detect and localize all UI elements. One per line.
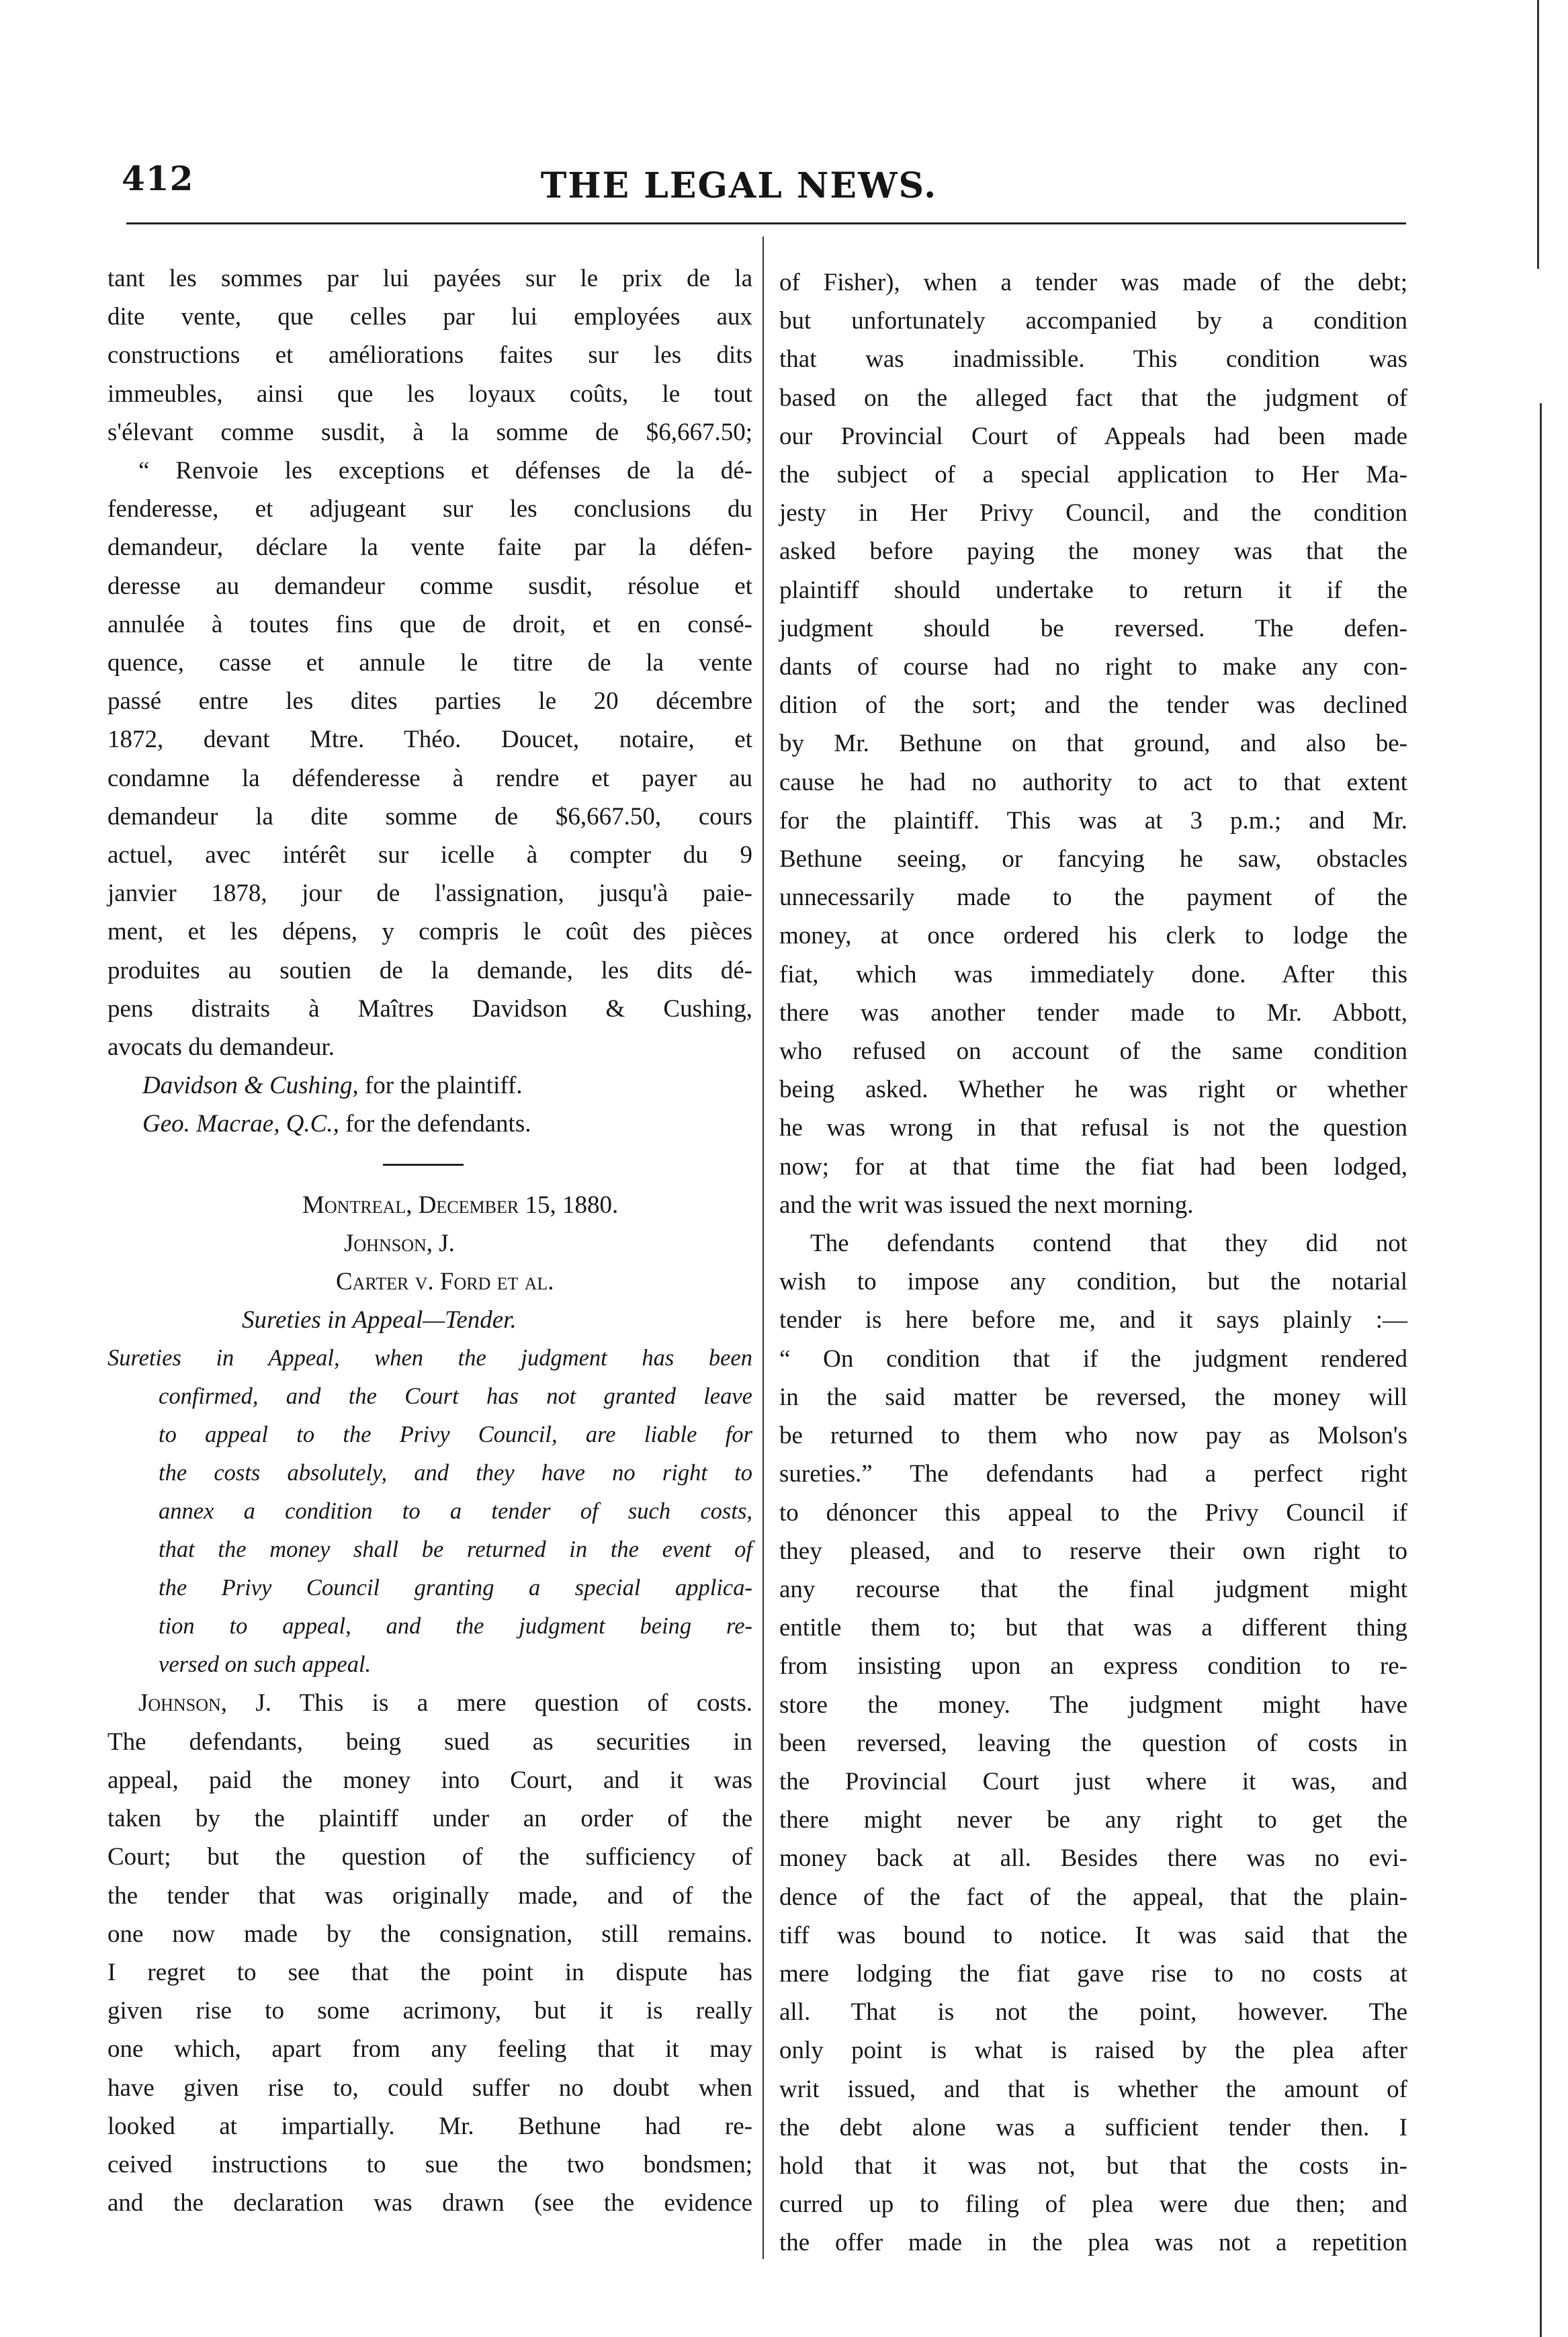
scan-edge-line: [1537, 0, 1539, 269]
text-line: taken by the plaintiff under an order of the: [107, 1805, 752, 1833]
text-line: money back at all. Besides there was no evi-: [779, 1844, 1407, 1873]
text-line: annulée à toutes fins que de droit, et en consé-: [107, 610, 752, 638]
text-line: based on the alleged fact that the judgment of: [779, 384, 1407, 412]
text-line: condamne la défenderesse à rendre et payer au: [107, 764, 752, 792]
text-line: fenderesse, et adjugeant sur les conclusions du: [107, 495, 752, 523]
text-line: janvier 1878, jour de l'assignation, jusqu'à paie-: [107, 880, 752, 908]
text-line: avocats du demandeur.: [107, 1033, 335, 1062]
headnote-line: to appeal to the Privy Council, are liable for: [159, 1422, 752, 1448]
text-line: pens distraits à Maîtres Davidson & Cushing,: [107, 994, 752, 1023]
text-line: jesty in Her Privy Council, and the condition: [779, 499, 1407, 527]
text-line: looked at impartially. Mr. Bethune had re-: [107, 2112, 752, 2140]
text-line: passé entre les dites parties le 20 décembre: [107, 687, 752, 716]
text-line: now; for at that time the fiat had been lodged,: [779, 1152, 1407, 1181]
text-line: immeubles, ainsi que les loyaux coûts, le tout: [107, 380, 752, 408]
headnote-line: Sureties in Appeal, when the judgment has been: [107, 1345, 752, 1371]
counsel-defendant-role: for the defendants.: [339, 1110, 531, 1138]
text-line: demandeur, déclare la vente faite par la défen-: [107, 534, 752, 562]
text-line: unnecessarily made to the payment of the: [779, 884, 1407, 912]
text-line: have given rise to, could suffer no doubt when: [107, 2074, 752, 2102]
text-line: appeal, paid the money into Court, and it was: [107, 1766, 752, 1794]
text-line: to dénoncer this appeal to the Privy Council if: [779, 1498, 1407, 1527]
counsel-defendant-names: Geo. Macrae, Q.C.,: [142, 1110, 339, 1138]
text-line: 1872, devant Mtre. Théo. Doucet, notaire, et: [107, 726, 752, 754]
text-line: I regret to see that the point in dispute has: [107, 1958, 752, 1986]
text-line: mere lodging the fiat gave rise to no costs at: [779, 1959, 1407, 1988]
opinion-text: [107, 1723, 752, 2223]
text-line: curred up to filing of plea were due then; and: [779, 2191, 1407, 2219]
text-line: The defendants, being sued as securities in: [107, 1728, 752, 1756]
headnote-line: the costs absolutely, and they have no right to: [159, 1460, 752, 1486]
text-line: the offer made in the plea was not a repetition: [779, 2229, 1407, 2257]
opinion-continued-para-2: [779, 1224, 1407, 2262]
text-line: dants of course had no right to make any con-: [779, 653, 1407, 681]
counsel-defendant: [107, 1105, 752, 1143]
text-line: wish to impose any condition, but the notarial: [779, 1268, 1407, 1296]
text-line: hold that it was not, but that the costs in-: [779, 2152, 1407, 2180]
text-line: “ On condition that if the judgment rendered: [779, 1345, 1407, 1373]
text-line: in the said matter be reversed, the money will: [779, 1383, 1407, 1411]
header-rule: [126, 222, 1406, 224]
text-line: the Provincial Court just where it was, and: [779, 1767, 1407, 1795]
text-line: one now made by the consignation, still remains.: [107, 1920, 752, 1948]
text-line: dite vente, que celles par lui employées aux: [107, 303, 752, 331]
text-line: the subject of a special application to Her Ma-: [779, 461, 1407, 489]
text-line: but unfortunately accompanied by a condition: [779, 307, 1407, 335]
text-line: there was another tender made to Mr. Abbott,: [779, 998, 1407, 1027]
text-line: store the money. The judgment might have: [779, 1691, 1407, 1719]
text-line: s'élevant comme susdit, à la somme de $6,667.50;: [107, 418, 752, 446]
text-line: and the writ was issued the next morning.: [779, 1191, 1194, 1219]
headnote-line: versed on such appeal.: [159, 1652, 372, 1678]
headnote-line: confirmed, and the Court has not granted leave: [159, 1384, 752, 1410]
text-line: been reversed, leaving the question of costs in: [779, 1729, 1407, 1757]
text-line: be returned to them who now pay as Molson's: [779, 1422, 1407, 1450]
page-number: 412: [122, 159, 194, 198]
section-rule: [383, 1164, 464, 1166]
headnote-line: the Privy Council granting a special applica-: [159, 1575, 752, 1601]
text-line: being asked. Whether he was right or whether: [779, 1076, 1407, 1104]
text-line: plaintiff should undertake to return it if the: [779, 576, 1407, 604]
text-line: entitle them to; but that was a different thing: [779, 1614, 1407, 1642]
opinion-first-line: [107, 1684, 752, 1722]
running-head: THE LEGAL NEWS.: [540, 165, 938, 206]
text-line: quence, casse et annule le titre de la vente: [107, 649, 752, 677]
text-line: that was inadmissible. This condition was: [779, 345, 1407, 374]
text-line: for the plaintiff. This was at 3 p.m.; and Mr.: [779, 806, 1407, 835]
text-line: and the declaration was drawn (see the evidence: [107, 2189, 752, 2217]
text-line: Court; but the question of the sufficiency of: [107, 1843, 752, 1871]
text-line: tant les sommes par lui payées sur le prix de la: [107, 265, 752, 292]
text-line: deresse au demandeur comme susdit, résolue et: [107, 572, 752, 600]
text-line: money, at once ordered his clerk to lodge the: [779, 922, 1407, 950]
text-line: demandeur la dite somme de $6,667.50, cours: [107, 802, 752, 831]
text-line: cause he had no authority to act to that extent: [779, 768, 1407, 796]
text-line: The defendants contend that they did not: [810, 1230, 1407, 1258]
text-line: dition of the sort; and the tender was declined: [779, 691, 1407, 720]
opinion-first-text: This is a mere question of costs.: [271, 1689, 752, 1717]
text-line: there might never be any right to get the: [779, 1806, 1407, 1834]
text-line: he was wrong in that refusal is not the question: [779, 1114, 1407, 1142]
headnote-line: that the money shall be returned in the event of: [159, 1537, 752, 1563]
text-line: only point is what is raised by the plea after: [779, 2037, 1407, 2065]
counsel-plaintiff: [107, 1066, 752, 1105]
text-line: given rise to some acrimony, but it is really: [107, 1997, 752, 2025]
text-line: any recourse that the final judgment might: [779, 1575, 1407, 1603]
text-line: by Mr. Bethune on that ground, and also be-: [779, 730, 1407, 758]
text-line: tender is here before me, and it says plainly :—: [779, 1306, 1407, 1334]
text-line: all. That is not the point, however. The: [779, 1998, 1407, 2027]
text-line: ment, et les dépens, y compris le coût des pièces: [107, 918, 752, 946]
opinion-continued-para-1: [779, 263, 1407, 1224]
text-line: one which, apart from any feeling that it may: [107, 2035, 752, 2064]
text-line: from insisting upon an express condition to re-: [779, 1652, 1407, 1681]
text-line: the debt alone was a sufficient tender then. I: [779, 2113, 1407, 2141]
text-line: dence of the fact of the appeal, that the plain-: [779, 1883, 1407, 1911]
text-line: actuel, avec intérêt sur icelle à compter du 9: [107, 841, 752, 869]
text-line: of Fisher), when a tender was made of the debt;: [779, 269, 1407, 296]
text-line: asked before paying the money was that the: [779, 538, 1407, 566]
text-line: writ issued, and that is whether the amount of: [779, 2075, 1407, 2103]
headnote: [107, 1339, 752, 1684]
text-line: the tender that was originally made, and of the: [107, 1881, 752, 1910]
place-date: Montreal, December 15, 1880.: [302, 1191, 619, 1219]
text-line: tiff was bound to notice. It was said that the: [779, 1921, 1407, 1949]
headnote-line: tion to appeal, and the judgment being re-: [159, 1613, 752, 1640]
french-judgment-para-2: [107, 452, 752, 1066]
text-line: ceived instructions to sue the two bondsmen;: [107, 2150, 752, 2178]
case-subject: Sureties in Appeal—Tender.: [242, 1306, 517, 1334]
text-line: they pleased, and to reserve their own right to: [779, 1537, 1407, 1565]
text-line: Bethune seeing, or fancying he saw, obstacles: [779, 845, 1407, 874]
counsel-plaintiff-names: Davidson & Cushing,: [142, 1072, 359, 1100]
left-column: [107, 259, 752, 2222]
text-line: produites au soutien de la demande, les dits dé-: [107, 956, 752, 984]
text-line: who refused on account of the same condition: [779, 1037, 1407, 1066]
text-line: sureties.” The defendants had a perfect right: [779, 1460, 1407, 1488]
case-name: Carter v. Ford et al.: [336, 1268, 554, 1296]
french-judgment-para-1: [107, 259, 752, 452]
text-line: judgment should be reversed. The defen-: [779, 614, 1407, 642]
text-line: our Provincial Court of Appeals had been made: [779, 422, 1407, 450]
column-divider: [763, 237, 764, 2259]
counsel-plaintiff-role: for the plaintiff.: [358, 1072, 523, 1100]
text-line: “ Renvoie les exceptions et défenses de la dé-: [138, 457, 752, 485]
headnote-line: annex a condition to a tender of such costs,: [159, 1498, 752, 1525]
scan-edge-line: [1540, 403, 1542, 2337]
right-column: [779, 263, 1407, 2262]
text-line: fiat, which was immediately done. After this: [779, 960, 1407, 988]
opinion-judge: Johnson, J.: [138, 1689, 271, 1717]
judge-name: Johnson, J.: [344, 1229, 455, 1257]
text-line: constructions et améliorations faites sur les dits: [107, 341, 752, 370]
